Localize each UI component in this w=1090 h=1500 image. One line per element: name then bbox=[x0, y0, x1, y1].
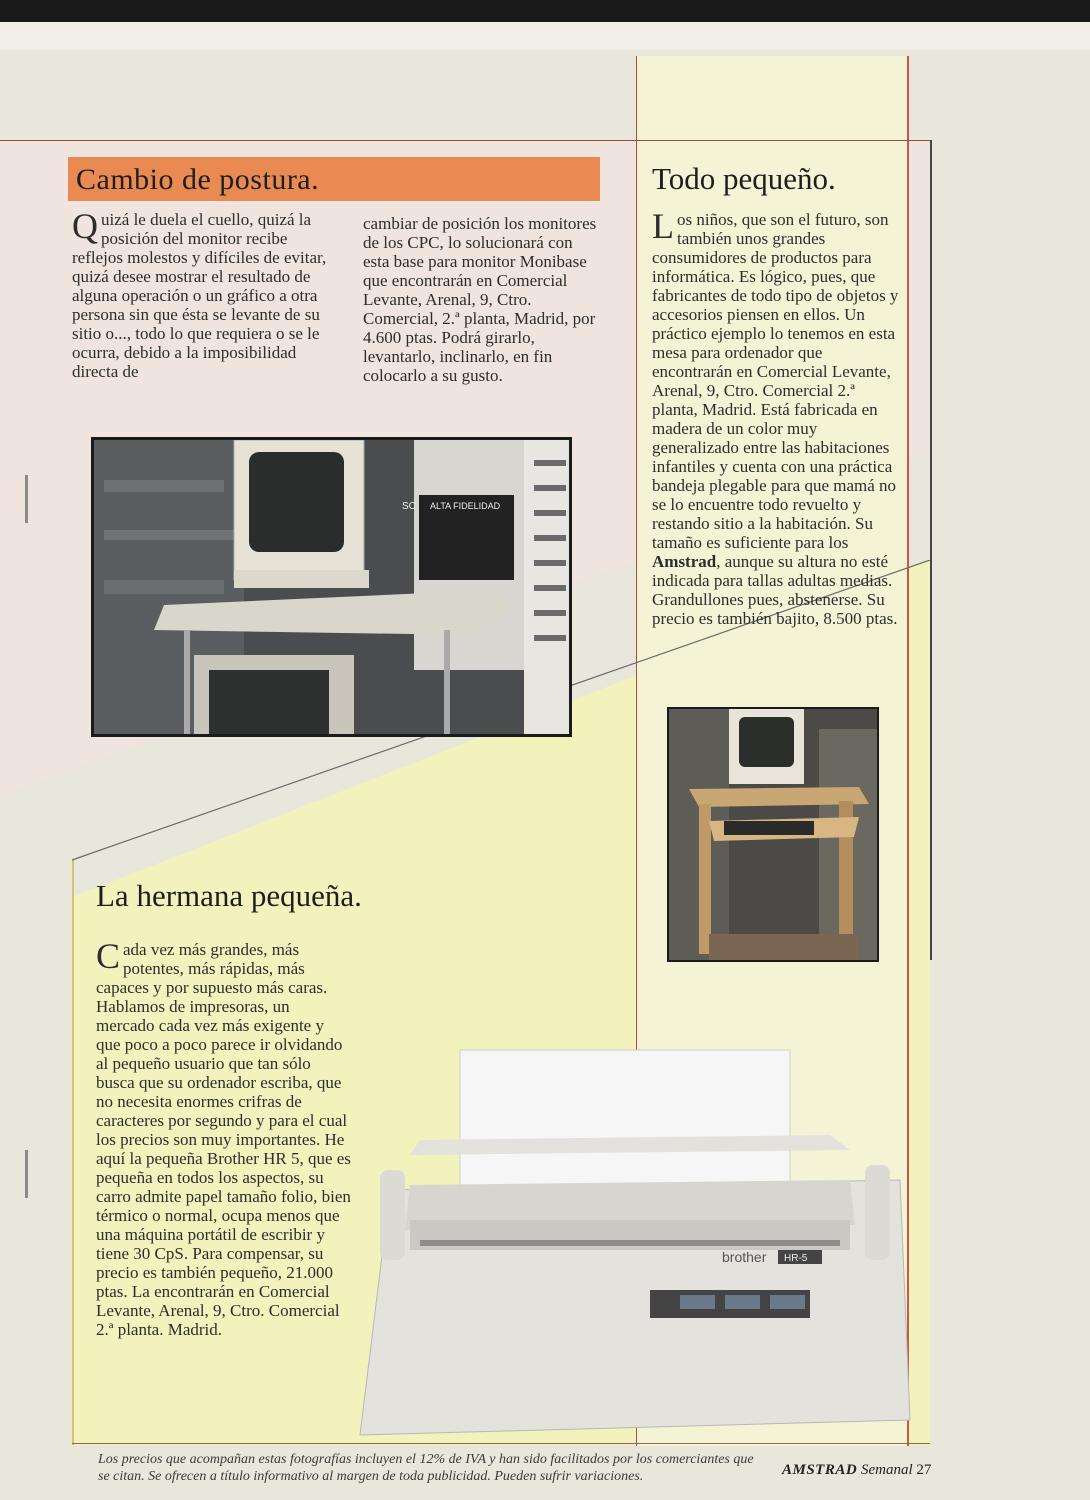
photo-sign-sc: SC bbox=[402, 501, 416, 512]
body-text: cambiar de posición los monitores de los CPC, lo solucionará con esta base para monitor Monibase que encontrarán en Comercial Levante, Arenal, 9, Ctro. Comercial, 2.ª planta, Madrid, por 4.600 ptas. Podrá girarlo, levantarlo, inclinarlo, en fin colocarlo a su gusto. bbox=[363, 214, 597, 385]
top-rule bbox=[0, 140, 930, 141]
printer-model-label: HR-5 bbox=[784, 1253, 808, 1264]
page-number: 27 bbox=[916, 1462, 932, 1478]
footer-caption: Los precios que acompañan estas fotografías incluyen el 12% de IVA y han sido facilitados por los comerciantes que se citan. Se ofrecen a título informativo al margen de toda publicidad. Pueden sufrir variaciones. bbox=[98, 1452, 754, 1484]
dropcap: L bbox=[652, 206, 674, 246]
page-footer bbox=[782, 1462, 931, 1479]
body-text: os niños, que son el futuro, son también unos grandes consumidores de productos para informática. Es lógico, pues, que fabricantes de todo tipo de objetos y accesorios piensen en ellos. Un práctico ejemplo lo tenemos en esta mesa para ordenador que encontrarán en Comercial Levante, Arenal, 9, Ctro. Comercial 2.ª planta, Madrid. Está fabricada en madera de un color muy generalizado entre las habitaciones infantiles y cuenta con una práctica bandeja plegable para que mamá no se lo encuentre todo revuelto y restando sitio a la habitación. Su tamaño es suficiente para los bbox=[652, 210, 899, 552]
article-hermana-column bbox=[96, 936, 351, 1339]
staple-top bbox=[22, 475, 32, 523]
article-title-todo: Todo pequeño. bbox=[652, 161, 836, 196]
dropcap: C bbox=[96, 936, 121, 976]
page-top-margin bbox=[0, 22, 1090, 50]
dropcap: Q bbox=[72, 206, 98, 246]
monitor-stand-photo bbox=[91, 437, 572, 737]
article-title-cambio: Cambio de postura. bbox=[76, 163, 320, 196]
printer-brand-label: brother bbox=[722, 1249, 767, 1265]
body-text: uizá le duela el cuello, quizá la posición del monitor recibe reflejos molestos y difíciles de evitar, quizá desee mostrar el resultado de alguna operación o un gráfico a otra persona sin que ésta se levante de su sitio o..., todo lo que requiera o se le ocurra, debido a la imposibilidad directa de bbox=[72, 210, 327, 381]
computer-desk-photo bbox=[667, 707, 879, 962]
staple-bottom bbox=[22, 1150, 32, 1198]
body-text-bold: Amstrad bbox=[652, 552, 717, 571]
printer-image bbox=[350, 1040, 930, 1440]
bottom-rule bbox=[72, 1443, 930, 1444]
body-text: , aunque su altura no esté indicada para tallas adultas medias. Grandullones pues, abstenerse. Su precio es también bajito, 8.500 ptas. bbox=[652, 552, 898, 628]
body-text: ada vez más grandes, más potentes, más rápidas, más capaces y por supuesto más caras. Hablamos de impresoras, un mercado cada vez más exigente y que poco a poco parece ir olvidando al pequeño usuario que tan sólo busca que su ordenador escriba, que no necesita enormes crifras de caracteres por segundo y para el cual los precios son muy importantes. He aquí la pequeña Brother HR 5, que es pequeña en todos los aspectos, su carro admite papel tamaño folio, bien térmico o normal, ocupa menos que una máquina portátil de escribir y tiene 30 CpS. Para compensar, su precio es también pequeño, 21.000 ptas. La encontrarán en Comercial Levante, Arenal, 9, Ctro. Comercial 2.ª planta. Madrid. bbox=[96, 940, 351, 1339]
left-rule bbox=[72, 860, 74, 1445]
article-cambio-column-1 bbox=[72, 206, 327, 381]
page-top-edge bbox=[0, 0, 1090, 22]
magazine-sub: Semanal bbox=[860, 1462, 913, 1478]
photo-sign-alta-fidelidad: ALTA FIDELIDAD bbox=[430, 501, 501, 511]
article-cambio-column-2 bbox=[363, 214, 603, 385]
article-title-hermana: La hermana pequeña. bbox=[96, 878, 362, 913]
article-todo-column bbox=[652, 206, 902, 628]
magazine-name: AMSTRAD bbox=[782, 1462, 858, 1478]
